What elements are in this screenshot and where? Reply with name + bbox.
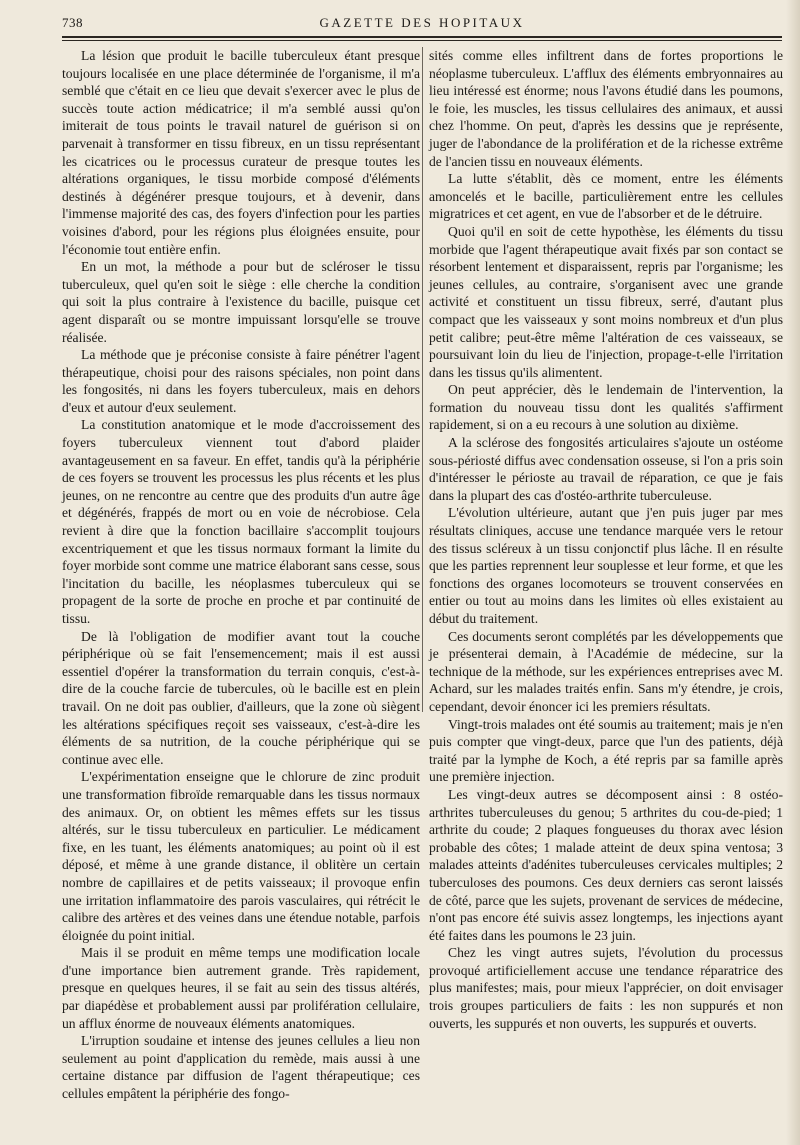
paragraph: En un mot, la méthode a pour but de scléroser le tissu tuberculeux, quel qu'en soit le siège : elle cherche la condition qui soit la plus contraire à l'existence du bacille, puisque cet agent disparaît ou se montre impuissant lorsqu'elle se trouve réalisée. <box>62 259 420 345</box>
paragraph: Ces documents seront complétés par les développements que je présenterai demain, à l'Académie de médecine, sur la technique de la méthode, sur les expériences entreprises avec M. Achard, sur les malades traités enfin. Sans m'y étendre, je crois, cependant, devoir énoncer ici les premiers résultats. <box>429 628 783 714</box>
paragraph: Quoi qu'il en soit de cette hypothèse, les éléments du tissu morbide que l'agent thérapeutique avait fixés par son contact se résorbent lentement et disparaissent, repris par l'organisme; les jeunes cellules, au contraire, s'organisent avec une grande activité et constituent un tissu fibreux, serré, d'autant plus compact que les vaisseaux y sont moins nombreux et d'un plus petit calibre; peut-être même l'altération de ces vaisseaux, se poursuivant loin du lieu de l'injection, propage-t-elle l'irritation dans les tissus qu'ils alimentent. <box>429 223 783 380</box>
journal-title: GAZETTE DES HOPITAUX <box>319 15 525 30</box>
page-header <box>62 12 782 34</box>
paragraph: A la sclérose des fongosités articulaires s'ajoute un ostéome sous-périosté diffus avec condensation osseuse, si l'on a pris soin d'intéresser le périoste au travail de réparation, ce que je fais dans la plupart des cas d'ostéo-arthrite tuberculeuse. <box>429 435 783 503</box>
paragraph: L'expérimentation enseigne que le chlorure de zinc produit une transformation fibroïde remarquable dans les tissus normaux des animaux. Or, on obtient les mêmes effets sur les tissus altérés, sur le tissu tuberculeux en particulier. Le médicament fixe, en les tuant, les éléments anatomiques; au point où il est déposé, et même à une grande distance, il oblitère un certain nombre de capillaires et de petits vaisseaux; il provoque enfin une irritation inflammatoire des parois vasculaires, qui rétrécit le calibre des artères et des veines dans une étendue notable, parfois éloignée du point initial. <box>62 769 420 943</box>
paragraph: La lésion que produit le bacille tuberculeux étant presque toujours localisée en une place déterminée de l'organisme, il m'a semblé que c'était en ce lieu que devait s'exercer avec le plus de succès toute action médicatrice; il m'a semblé aussi qu'on imiterait de tous points le travail naturel de guérison si on parvenait à transformer en tissu fibreux, en un tissu représentant les cicatrices ou le processus curateur de presque toutes les altérations organiques, le tissu morbide composé d'éléments destinés à dégénérer presque toujours, et à devenir, dans l'immense majorité des cas, des foyers d'infection pour les parties voisines d'abord, pour les régions plus éloignées ensuite, pour l'économie tout entière enfin. <box>62 48 420 257</box>
paragraph-continued: sités comme elles infiltrent dans de fortes proportions le néoplasme tuberculeux. L'afflux des éléments embryonnaires au lieu intéressé est énorme; nous l'avons étudié dans les poumons, le foie, les muscles, les tissus cellulaires des animaux, et aussi chez l'homme. On peut, d'après les dessins que je représente, juger de l'abondance de la prolifération et de la richesse extrême de l'ancien tissu en nouveaux éléments. <box>429 48 783 169</box>
column-divider <box>422 47 423 712</box>
left-column <box>62 47 420 1103</box>
header-rule-thin <box>62 40 782 41</box>
page-number: 738 <box>62 15 83 30</box>
paragraph: L'évolution ultérieure, autant que j'en puis juger par mes résultats cliniques, accuse une tendance marquée vers le retour des tissus scléreux à un tissu conjonctif plus lâche. Il en résulte que les parties reprennent leur souplesse et leur forme, et que les fonctions des organes locomoteurs se trouvent conservées en entier ou tout au moins dans les limites où elles existaient au début du traitement. <box>429 505 783 626</box>
paragraph: La constitution anatomique et le mode d'accroissement des foyers tuberculeux viennent tout d'abord plaider avantageusement en sa faveur. En effet, tandis qu'à la périphérie de ces foyers se trouvent les processus les plus récents et les plus jeunes, on ne rencontre au centre que des produits d'un autre âge et dégénérés, frappés de mort ou en voie de nécrobiose. Cela revient à dire que la fonction bacillaire s'accomplit toujours excentriquement et que les tissus normaux formant la limite du foyer morbide sont comme une matrice élaborant sans cesse, sous l'incitation du bacille, les néoplasmes tuberculeux qui se propagent de la sorte de proche en proche et par continuité de tissu. <box>62 417 420 626</box>
paragraph: La lutte s'établit, dès ce moment, entre les éléments amoncelés et le bacille, particulièrement entre les cellules migratrices et cet agent, en vue de l'absorber et de le détruire. <box>429 171 783 222</box>
paragraph: L'irruption soudaine et intense des jeunes cellules a lieu non seulement au point d'application du remède, mais aussi à une certaine distance par diffusion de l'agent thérapeutique; ces cellules empâtent la périphérie des fongo- <box>62 1033 420 1102</box>
paragraph: La méthode que je préconise consiste à faire pénétrer l'agent thérapeutique, choisi pour des raisons spéciales, non point dans les fongosités, ni dans les foyers tuberculeux, mais en dehors d'eux et autour d'eux seulement. <box>62 347 420 415</box>
paragraph: Mais il se produit en même temps une modification locale d'une importance bien autrement grande. Très rapidement, presque en quelques heures, il se fait au sein des tissus altérés, par diapédèse et probablement aussi par prolifération cellulaire, un afflux énorme de nouveaux éléments anatomiques. <box>62 945 420 1031</box>
page-edge-shadow <box>786 0 800 1145</box>
paragraph: Vingt-trois malades ont été soumis au traitement; mais je n'en puis compter que vingt-deux, parce que l'un des patients, déjà traité par la lymphe de Koch, a été repris par sa famille après une première injection. <box>429 716 784 785</box>
header-rule-thick <box>62 36 782 38</box>
paragraph: Chez les vingt autres sujets, l'évolution du processus provoqué artificiellement accuse une tendance réparatrice des plus manifestes; mais, pour mieux l'apprécier, on doit envisager trois groupes particuliers de faits : les non suppurés et non ouverts, les suppurés et non ouverts, les suppurés et ouverts. <box>429 945 783 1031</box>
right-column <box>429 47 783 1032</box>
paragraph: On peut apprécier, dès le lendemain de l'intervention, la formation du nouveau tissu dont les qualités s'affirment rapidement, si on a eu recours à une solution au dixième. <box>429 382 783 433</box>
paragraph: Les vingt-deux autres se décomposent ainsi : 8 ostéo-arthrites tuberculeuses du genou; 5 arthrites du cou-de-pied; 1 arthrite du coude; 2 plaques fongueuses du thorax avec lésion probable des côtes; 1 malade atteint de deux spina ventosa; 3 malades atteints d'adénites tuberculeuses cervicales multiples; 2 tuberculoses des poumons. Ces deux derniers cas seront laissés de côté, parce que les sujets, provenant de services de médecine, n'ont pas encore été suivis assez longtemps, les injections ayant été faites dans les poumons le 23 juin. <box>429 786 783 943</box>
paragraph: De là l'obligation de modifier avant tout la couche périphérique où se fait l'ensemencement; mais il est aussi essentiel d'opérer la transformation du terrain conquis, c'est-à-dire de la couche farcie de tubercules, où le bacille est en plein travail. On ne doit pas oublier, d'ailleurs, que la zone où siègent les altérations spécifiques reçoit ses vaisseaux, c'est-à-dire les éléments de sa nutrition, de la couche périphérique qui se continue avec elle. <box>62 628 420 767</box>
